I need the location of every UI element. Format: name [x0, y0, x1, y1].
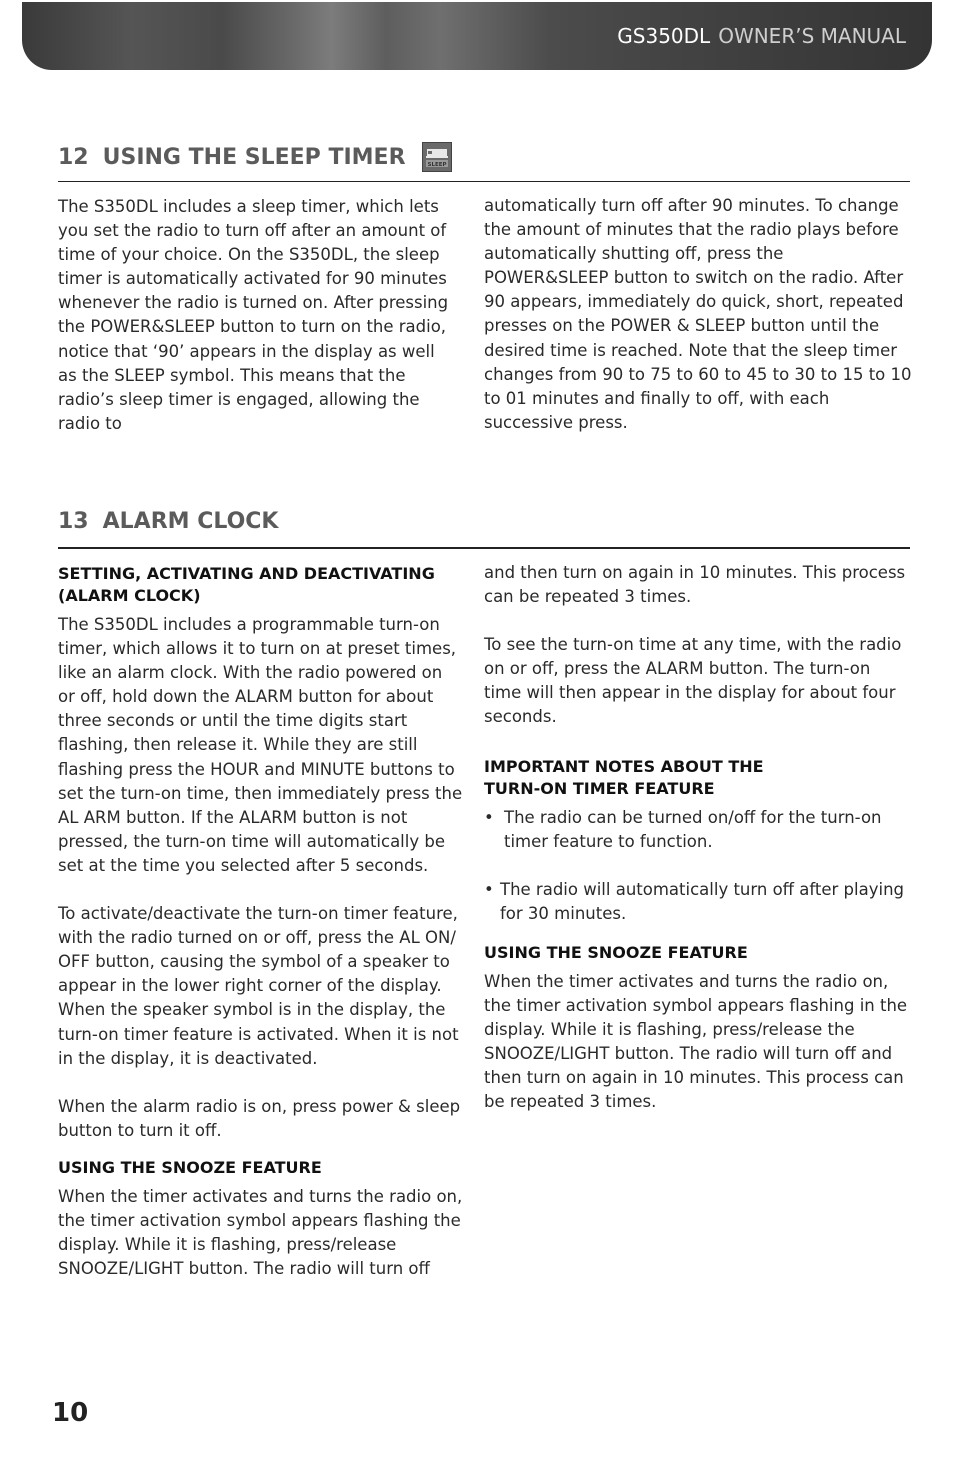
- snooze-paragraph-right: When the timer activates and turns the radio on, the timer activation symbol appears flashing in the display. While it is flashing, press/release the SNOOZE/LIGHT button. The radio will turn off and then turn on again in 10 minutes. This process can be repeated 3 times.: [484, 971, 908, 1112]
- section-12-col2-text: automatically turn off after 90 minutes. To change the amount of minutes that the radio plays before automatically shutting off, press the POWER&SLEEP button to switch on the radio. After 90 appears, immediately do quick, short, repeated presses on the POWER & SLEEP button until the desired time is reached. Note that the sleep timer changes from 90 to 75 to 60 to 45 to 30 to 15 to 10 to 01 minutes and finally to off, with each successive press.: [484, 196, 912, 432]
- note-bullet-2: [484, 878, 910, 926]
- section-12-col2: [484, 194, 912, 435]
- page-number: 10: [52, 1398, 89, 1428]
- alarm-paragraph-1: The S350DL includes a programmable turn-on timer, which allows it to turn on at preset times, like an alarm clock. With the radio powered on or off, hold down the ALARM button for about three seconds or until the time digits start flashing, then release it. While they are still flashing press the HOUR and MINUTE buttons to set the turn-on time, then immediately press the AL ARM button. If the ALARM button is not pressed, the turn-on time will automatically be set at the time you selected after 5 seconds.: [58, 615, 463, 875]
- subhead-setting-alarm: SETTING, ACTIVATING AND DEACTIVATING (ALARM CLOCK): [58, 564, 435, 605]
- alarm-paragraph-3: When the alarm radio is on, press power & sleep button to turn it off.: [58, 1096, 461, 1140]
- section-12-heading: USING THE SLEEP TIMER: [102, 144, 406, 170]
- section-12-rule: [58, 181, 910, 182]
- section-13-heading: ALARM CLOCK: [102, 509, 279, 534]
- alarm-right-paragraph-1: and then turn on again in 10 minutes. This process can be repeated 3 times.: [484, 563, 906, 607]
- section-13-left-col: [58, 563, 464, 1281]
- snooze-paragraph-left: When the timer activates and turns the radio on, the timer activation symbol appears flashing the display. While it is flashing, press/release SNOOZE/LIGHT button. The radio will turn off: [58, 1186, 463, 1279]
- section-12-col1: [58, 195, 458, 436]
- section-12-title: [58, 142, 452, 172]
- alarm-right-paragraph-2: To see the turn-on time at any time, with the radio on or off, press the ALARM button. The turn-on time will then appear in the display for about four seconds.: [484, 635, 902, 727]
- bullet-marker: •: [484, 807, 494, 827]
- section-12-number: 12: [58, 144, 89, 170]
- section-13-title: [58, 509, 278, 534]
- sleep-icon: [422, 142, 452, 172]
- subhead-snooze-right: USING THE SNOOZE FEATURE: [484, 942, 748, 962]
- header-model: GS350DL: [617, 24, 711, 48]
- header-banner: [22, 2, 932, 70]
- bullet-marker: •: [484, 879, 494, 899]
- header-manual: OWNER’S MANUAL: [718, 24, 906, 48]
- subhead-snooze-left: USING THE SNOOZE FEATURE: [58, 1157, 322, 1177]
- header-title: [617, 24, 906, 48]
- subhead-important-notes: IMPORTANT NOTES ABOUT THE TURN-ON TIMER FEATURE: [484, 756, 764, 798]
- note-bullet-1: [484, 806, 910, 854]
- section-13-rule: [58, 547, 910, 549]
- section-12-col1-text: The S350DL includes a sleep timer, which lets you set the radio to turn off after an amount of time of your choice. On the S350DL, the sleep timer is automatically activated for 90 minutes whenever the radio is turned on. After pressing the POWER&SLEEP button to turn on the radio, notice that ‘90’ appears in the display as well as the SLEEP symbol. This means that the radio’s sleep timer is engaged, allowing the radio to: [58, 197, 449, 433]
- section-13-number: 13: [58, 509, 89, 534]
- note-bullet-1-text: The radio can be turned on/off for the turn-on timer feature to function.: [504, 807, 882, 851]
- note-bullet-2-text: The radio will automatically turn off after playing for 30 minutes.: [500, 879, 905, 923]
- section-13-right-col: [484, 561, 910, 1115]
- svg-text:SLEEP: SLEEP: [427, 162, 447, 168]
- alarm-paragraph-2: To activate/deactivate the turn-on timer feature, with the radio turned on or off, press the AL ON/ OFF button, causing the symbol of a speaker to appear in the lower right corner of the display. When the speaker symbol is in the display, the turn-on timer feature is activated. When it is not in the display, it is deactivated.: [58, 904, 459, 1068]
